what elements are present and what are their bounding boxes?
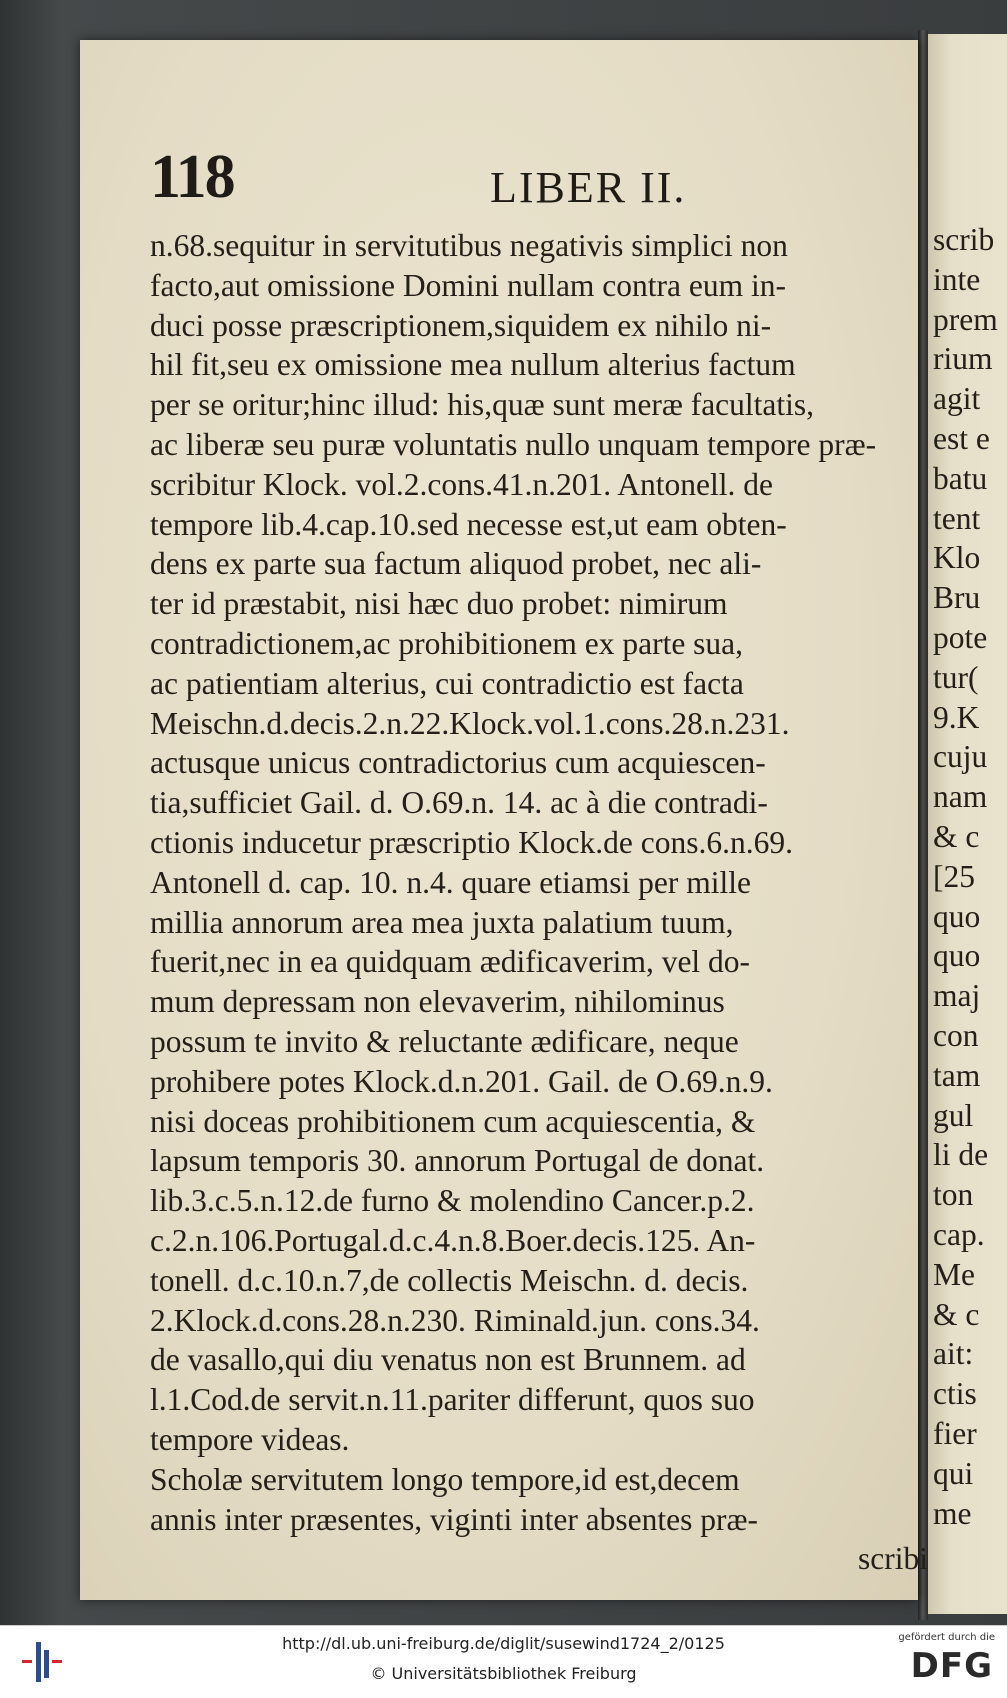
text-line: lapsum temporis 30. annorum Portugal de donat. [150, 1143, 765, 1179]
text-line: scribitur Klock. vol.2.cons.41.n.201. Antonell. de [150, 466, 773, 502]
facing-page-line: est e [933, 420, 990, 456]
facing-page-line: quo [933, 898, 981, 934]
facing-page-line: & c [933, 818, 980, 854]
facing-page-line: batu [933, 460, 988, 496]
facing-page-line: [25 [933, 858, 975, 894]
text-line: Antonell d. cap. 10. n.4. quare etiamsi per mille [150, 864, 751, 900]
text-line: fuerit,nec in ea quidquam ædificaverim, vel do- [150, 944, 751, 980]
body-text [150, 226, 940, 1579]
funding-note: gefördert durch die [898, 1632, 995, 1643]
facing-page-line: & c [933, 1296, 980, 1332]
page-number: 118 [150, 143, 234, 211]
facing-page-text [933, 220, 1007, 1533]
text-line: c.2.n.106.Portugal.d.c.4.n.8.Boer.decis.125. An- [150, 1222, 756, 1258]
text-line: dens ex parte sua factum aliquod probet, nec ali- [150, 546, 762, 582]
text-line: mum depressam non elevaverim, nihilominus [150, 984, 725, 1020]
facing-page-line: tent [933, 500, 981, 536]
text-line: 2.Klock.d.cons.28.n.230. Riminald.jun. cons.34. [150, 1302, 760, 1338]
facing-page-line: maj [933, 978, 981, 1014]
facing-page-line: con [933, 1017, 979, 1053]
text-line: tempore lib.4.cap.10.sed necesse est,ut eam obten- [150, 506, 787, 542]
text-line: annis inter præsentes, viginti inter absentes præ- [150, 1501, 759, 1537]
text-line: tia,sufficiet Gail. d. O.69.n. 14. ac à die contradi- [150, 785, 768, 821]
facing-page-line: inte [933, 261, 981, 297]
text-line: ctionis inducetur præscriptio Klock.de cons.6.n.69. [150, 824, 794, 860]
facing-page-line: cuju [933, 739, 988, 775]
facing-page-line: gul [933, 1097, 974, 1133]
page-header [150, 132, 910, 222]
facing-page-line: tam [933, 1057, 981, 1093]
text-line: prohibere potes Klock.d.n.201. Gail. de O.69.n.9. [150, 1063, 773, 1099]
facing-page-line: agit [933, 381, 981, 417]
text-line: per se oritur;hinc illud: his,quæ sunt meræ facultatis, [150, 387, 815, 423]
facing-page-line: rium [933, 341, 993, 377]
text-line: facto,aut omissione Domini nullam contra eum in- [150, 267, 786, 303]
text-line: l.1.Cod.de servit.n.11.pariter differunt, quos suo [150, 1382, 755, 1418]
text-line: actusque unicus contradictorius cum acquiescen- [150, 745, 766, 781]
text-line: de vasallo,qui diu venatus non est Brunnem. ad [150, 1342, 746, 1378]
text-line: nisi doceas prohibitionem cum acquiescentia, & [150, 1103, 756, 1139]
book-page [80, 40, 928, 1600]
text-line: ac patientiam alterius, cui contradictio est facta [150, 665, 744, 701]
running-head: LIBER II. [490, 163, 687, 212]
text-line: Meischn.d.decis.2.n.22.Klock.vol.1.cons.28.n.231. [150, 705, 790, 741]
facing-page-line: ctis [933, 1376, 977, 1412]
text-line: contradictionem,ac prohibitionem ex parte sua, [150, 625, 744, 661]
facing-page-line: ton [933, 1177, 974, 1213]
facing-page-line: nam [933, 779, 988, 815]
text-line: possum te invito & reluctante ædificare, neque [150, 1023, 739, 1059]
text-line: millia annorum area mea juxta palatium tuum, [150, 904, 734, 940]
text-line: lib.3.c.5.n.12.de furno & molendino Cancer.p.2. [150, 1183, 755, 1219]
facing-page-line: li de [933, 1137, 989, 1173]
facing-page-line: cap. [933, 1216, 985, 1252]
facing-page-line: ait: [933, 1336, 974, 1372]
text-line: hil fit,seu ex omissione mea nullum alterius factum [150, 347, 796, 383]
text-line: duci posse præscriptionem,siquidem ex nihilo ni- [150, 307, 772, 343]
catchword: scribi [858, 1541, 928, 1577]
copyright-notice: © Universitätsbibliothek Freiburg [370, 1664, 637, 1683]
facing-page-line: prem [933, 301, 998, 337]
facing-page-line: quo [933, 938, 981, 974]
facing-page-edge [928, 34, 1007, 1614]
facing-page-line: Klo [933, 540, 981, 576]
facing-page-line: Me [933, 1256, 975, 1292]
permalink-url[interactable]: http://dl.ub.uni-freiburg.de/diglit/susewind1724_2/0125 [282, 1634, 725, 1653]
facing-page-line: qui [933, 1455, 974, 1491]
facing-page-line: Bru [933, 580, 981, 616]
facing-page-line: tur( [933, 659, 979, 695]
text-line: n.68.sequitur in servitutibus negativis simplici non [150, 228, 788, 263]
dfg-logo: DFG [910, 1646, 993, 1686]
facing-page-line: 9.K [933, 699, 980, 735]
text-line: ac liberæ seu puræ voluntatis nullo unquam tempore præ- [150, 426, 877, 462]
text-line: ter id præstabit, nisi hæc duo probet: nimirum [150, 586, 728, 622]
facing-page-line: me [933, 1495, 972, 1531]
facing-page-line: pote [933, 619, 988, 655]
text-line: Scholæ servitutem longo tempore,id est,decem [150, 1461, 740, 1497]
facing-page-line: fier [933, 1415, 977, 1451]
facing-page-line: scrib [933, 222, 995, 257]
text-line: tempore videas. [150, 1421, 350, 1457]
viewer-footer [0, 1625, 1007, 1698]
text-line: tonell. d.c.10.n.7,de collectis Meischn. d. decis. [150, 1262, 749, 1298]
